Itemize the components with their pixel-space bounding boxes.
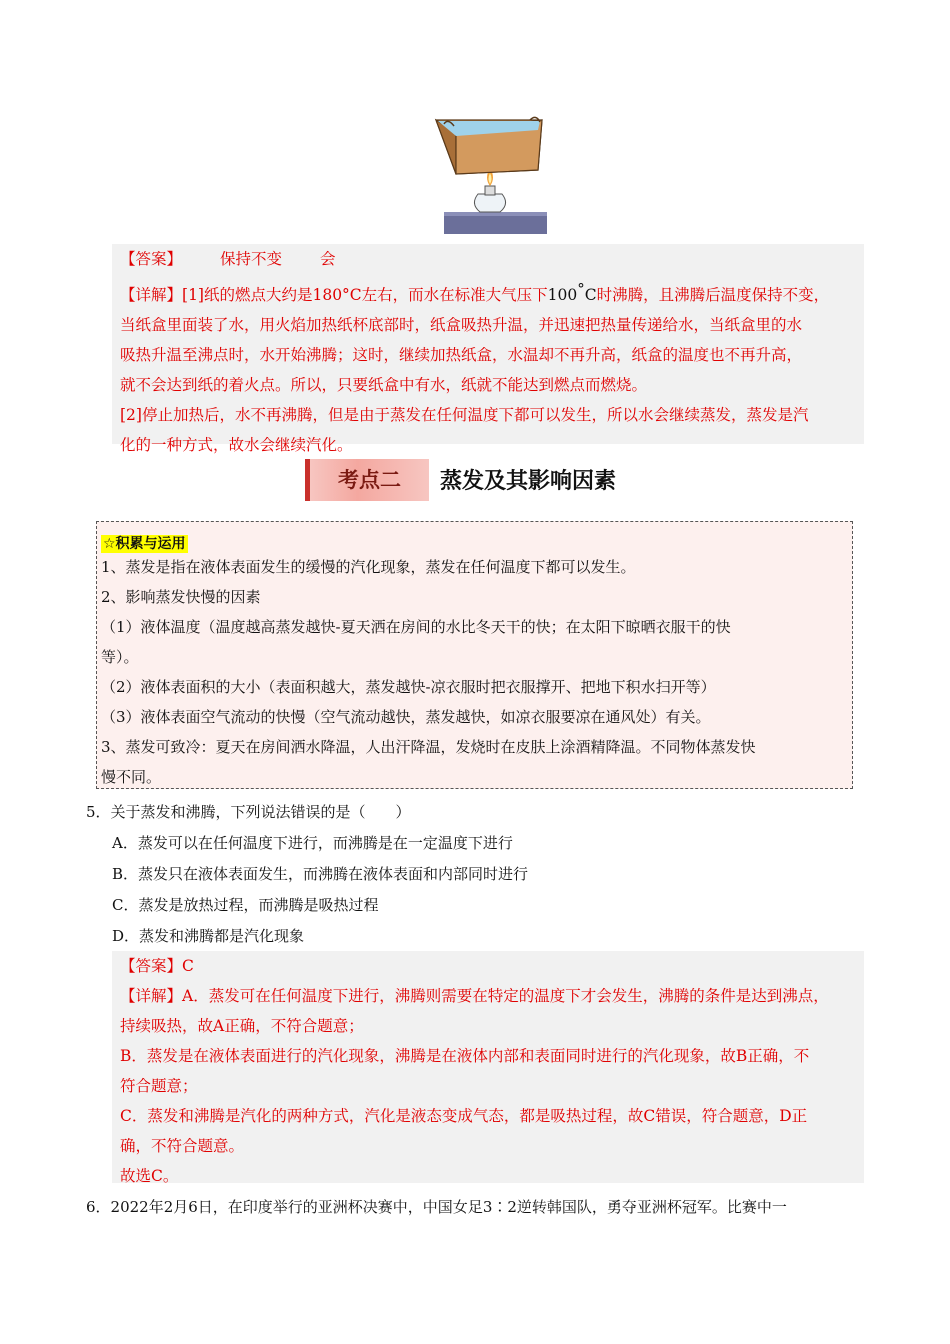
detail-text: [1]纸的燃点大约是180°C左右，而水在标准大气压下 [182,286,548,304]
score: 3∶2 [482,1198,517,1216]
paper-box-boiling-figure [430,112,550,237]
knowledge-line: 3、蒸发可致冷：夏天在房间洒水降温，人出汗降温，发烧时在皮肤上涂酒精降温。不同物体蒸发快 [101,738,756,756]
answer-value: C [182,957,194,975]
temperature-value: 100 [547,286,578,304]
answer-tag: 【答案】 [120,957,183,975]
temperature-unit: C [584,286,597,304]
answer-blank-1: 保持不变 [220,250,283,268]
question-6-stem [86,1192,787,1222]
detail-line: 持续吸热，故A正确，不符合题意； [120,1017,364,1035]
knowledge-line: （3）液体表面空气流动的快慢（空气流动越快，蒸发越快，如凉衣服要凉在通风处）有关。 [101,708,711,726]
knowledge-line: 1、蒸发是指在液体表面发生的缓慢的汽化现象，蒸发在任何温度下都可以发生。 [101,558,636,576]
knowledge-box [96,521,853,789]
question-5-stem: 5．关于蒸发和沸腾，下列说法错误的是（ ） [86,803,411,821]
detail-line-5: [2]停止加热后，水不再沸腾，但是由于蒸发在任何温度下都可以发生，所以水会继续蒸发，蒸发是汽 [120,406,809,424]
knowledge-tag: ☆积累与运用 [103,536,186,552]
section-title: 蒸发及其影响因素 [440,469,617,494]
detail-line-6: 化的一种方式，故水会继续汽化。 [120,436,353,454]
knowledge-line: 2、影响蒸发快慢的因素 [101,588,261,606]
detail-line-1 [120,274,856,310]
answer-tag: 【答案】 [120,250,183,268]
detail-line: 确，不符合题意。 [120,1137,245,1155]
knowledge-line: 慢不同。 [101,768,162,786]
degree-symbol: ° [577,280,585,298]
question-5-option-d: D．蒸发和沸腾都是汽化现象 [112,927,305,945]
answer-blank-2: 会 [320,250,336,268]
answer-block-1 [112,244,864,454]
answer-block-5 [112,951,864,1183]
detail-text: 时沸腾，且沸腾后温度保持不变， [596,286,830,304]
answer-line [120,244,856,274]
knowledge-line: 等）。 [101,648,139,666]
detail-line: C．蒸发和沸腾是汽化的两种方式，汽化是液态变成气态，都是吸热过程，故C错误，符合题意，D正 [120,1107,808,1125]
detail-tag: 【详解】 [120,286,183,304]
question-text: 逆转韩国队，勇夺亚洲杯冠军。比赛中一 [516,1198,787,1216]
detail-line-4: 就不会达到纸的着火点。所以，只要纸盒中有水，纸就不能达到燃点而燃烧。 [120,376,648,394]
detail-line [120,981,856,1011]
detail-text: A．蒸发可在任何温度下进行，沸腾则需要在特定的温度下才会发生，沸腾的条件是达到沸点， [182,987,829,1005]
detail-tag: 【详解】 [120,987,183,1005]
section-badge: 考点二 [305,459,429,501]
question-5-option-b: B．蒸发只在液体表面发生，而沸腾在液体表面和内部同时进行 [112,865,529,883]
answer-line [120,951,856,981]
detail-line-3: 吸热升温至沸点时，水开始沸腾；这时，继续加热纸盒，水温却不再升高，纸盒的温度也不再升高， [120,346,803,364]
question-text: 6．2022年2月6日，在印度举行的亚洲杯决赛中，中国女足 [86,1198,483,1216]
detail-line-2: 当纸盒里面装了水，用火焰加热纸杯底部时，纸盒吸热升温，并迅速把热量传递给水，当纸盒里的水 [120,316,803,334]
detail-line: 故选C。 [120,1167,179,1185]
question-5-option-a: A．蒸发可以在任何温度下进行，而沸腾是在一定温度下进行 [112,834,513,852]
knowledge-line: （2）液体表面积的大小（表面积越大，蒸发越快-凉衣服时把衣服撑开、把地下积水扫开等） [101,678,716,696]
knowledge-line: （1）液体温度（温度越高蒸发越快-夏天洒在房间的水比冬天干的快；在太阳下晾晒衣服干的快 [101,618,731,636]
question-5-option-c: C．蒸发是放热过程，而沸腾是吸热过程 [112,896,379,914]
detail-line: B．蒸发是在液体表面进行的汽化现象，沸腾是在液体内部和表面同时进行的汽化现象，故B正确，不 [120,1047,810,1065]
detail-line: 符合题意； [120,1077,198,1095]
